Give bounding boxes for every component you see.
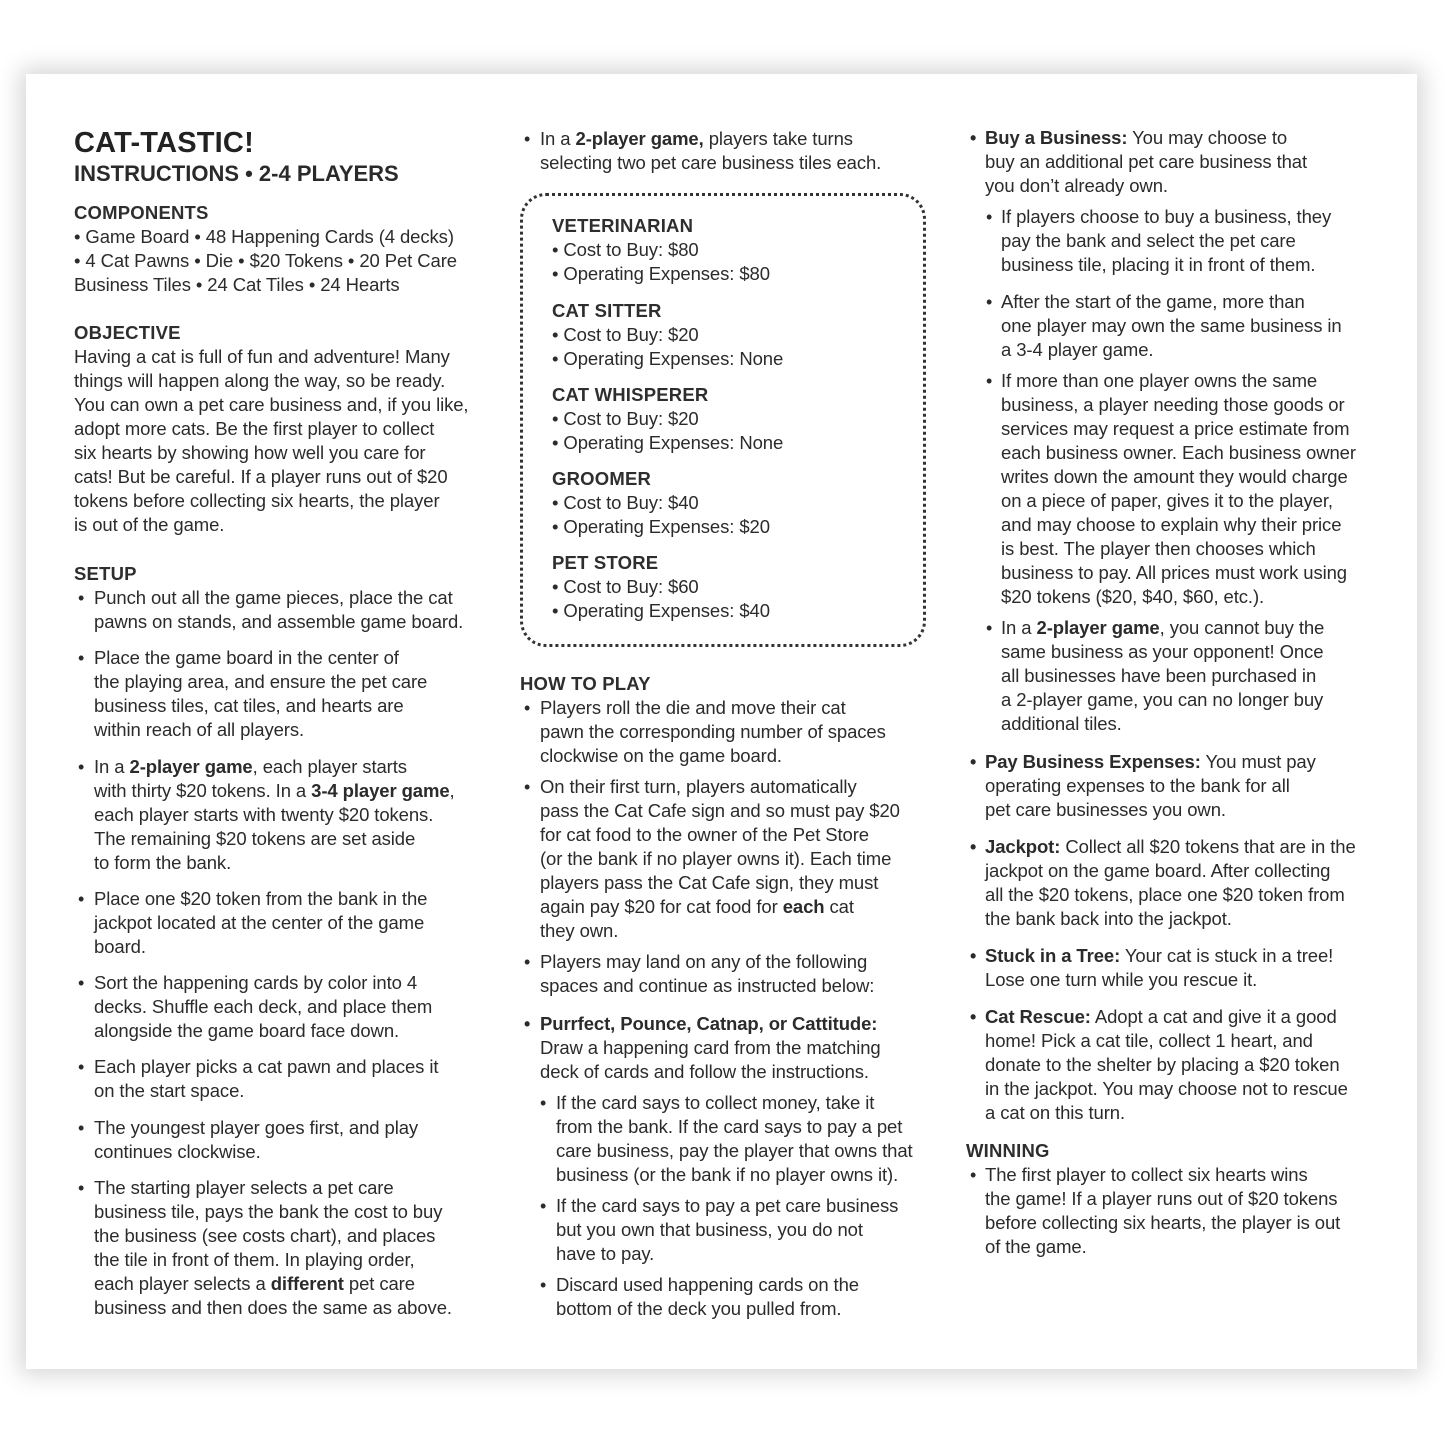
- business-expenses: • Operating Expenses: $40: [552, 600, 770, 621]
- bullet-icon: •: [986, 207, 993, 227]
- space-item-line: Buy a Business: You may choose to: [985, 127, 1288, 148]
- game-title: CAT-TASTIC!: [74, 127, 254, 159]
- space-item-line: a cat on this turn.: [985, 1102, 1126, 1123]
- setup-item-line: the playing area, and ensure the pet care: [94, 671, 428, 692]
- objective-line: things will happen along the way, so be ready.: [74, 370, 446, 391]
- objective-line: You can own a pet care business and, if you like,: [74, 394, 469, 415]
- bullet-icon: •: [540, 1196, 547, 1216]
- play-item-line: (or the bank if no player owns it). Each time: [540, 848, 892, 869]
- setup-item-line: with thirty $20 tokens. In a 3-4 player game,: [94, 780, 455, 801]
- space-item-line: the bank back into the jackpot.: [985, 908, 1232, 929]
- bullet-icon: •: [540, 1275, 547, 1295]
- setup-item-line: alongside the game board face down.: [94, 1020, 400, 1041]
- space-subitem-line: $20 tokens ($20, $40, $60, etc.).: [1001, 586, 1265, 607]
- play-item-line: pawn the corresponding number of spaces: [540, 721, 886, 742]
- objective-line: Having a cat is full of fun and adventure! Many: [74, 346, 450, 367]
- play-item-line: deck of cards and follow the instructions.: [540, 1061, 869, 1082]
- setup-item-line: the tile in front of them. In playing order,: [94, 1249, 415, 1270]
- components-heading: COMPONENTS: [74, 202, 209, 223]
- business-name: GROOMER: [552, 468, 652, 489]
- space-item-line: Jackpot: Collect all $20 tokens that are in the: [985, 836, 1356, 857]
- setup-item-line: business tile, pays the bank the cost to buy: [94, 1201, 443, 1222]
- space-item-line: Cat Rescue: Adopt a cat and give it a good: [985, 1006, 1337, 1027]
- objective-heading: OBJECTIVE: [74, 322, 181, 343]
- play-item-line: for cat food to the owner of the Pet Store: [540, 824, 869, 845]
- business-cost: • Cost to Buy: $20: [552, 324, 699, 345]
- business-name: VETERINARIAN: [552, 215, 694, 236]
- setup-item-line: Punch out all the game pieces, place the cat: [94, 587, 453, 608]
- setup-item-line: jackpot located at the center of the game: [94, 912, 425, 933]
- bullet-icon: •: [78, 757, 85, 777]
- space-subitem-line: business tile, placing it in front of them.: [1001, 254, 1316, 275]
- bullet-icon: •: [78, 973, 85, 993]
- setup-item-line: Place one $20 token from the bank in the: [94, 888, 428, 909]
- play-item-line: Players may land on any of the following: [540, 951, 868, 972]
- space-item-line: jackpot on the game board. After collecting: [985, 860, 1331, 881]
- setup-heading: SETUP: [74, 563, 137, 584]
- space-item-line: all the $20 tokens, place one $20 token from: [985, 884, 1345, 905]
- play-subitem-line: If the card says to collect money, take it: [556, 1092, 875, 1113]
- space-item-line: in the jackpot. You may choose not to rescue: [985, 1078, 1348, 1099]
- play-item-line: clockwise on the game board.: [540, 745, 782, 766]
- setup-item-line: board.: [94, 936, 146, 957]
- space-subitem-line: services may request a price estimate from: [1001, 418, 1350, 439]
- business-name: CAT WHISPERER: [552, 384, 709, 405]
- setup-item-line: each player selects a different pet care: [94, 1273, 415, 1294]
- setup-item-line: Place the game board in the center of: [94, 647, 399, 668]
- bullet-icon: •: [970, 837, 977, 857]
- setup-item-line: decks. Shuffle each deck, and place them: [94, 996, 433, 1017]
- play-subitem-line: Discard used happening cards on the: [556, 1274, 859, 1295]
- space-subitem-line: If more than one player owns the same: [1001, 370, 1318, 391]
- bullet-icon: •: [78, 648, 85, 668]
- bullet-icon: •: [524, 777, 531, 797]
- play-item-line: pass the Cat Cafe sign and so must pay $20: [540, 800, 900, 821]
- space-item-line: operating expenses to the bank for all: [985, 775, 1290, 796]
- setup-item-line: selecting two pet care business tiles each.: [540, 152, 882, 173]
- how-to-play-heading: HOW TO PLAY: [520, 673, 651, 694]
- bullet-icon: •: [970, 1007, 977, 1027]
- bullet-icon: •: [78, 588, 85, 608]
- setup-item-line: within reach of all players.: [94, 719, 305, 740]
- space-item-line: Pay Business Expenses: You must pay: [985, 751, 1316, 772]
- setup-item-line: on the start space.: [94, 1080, 245, 1101]
- play-item-line: players pass the Cat Cafe sign, they must: [540, 872, 879, 893]
- space-subitem-line: If players choose to buy a business, they: [1001, 206, 1332, 227]
- setup-item-line: The remaining $20 tokens are set aside: [94, 828, 416, 849]
- bullet-icon: •: [970, 1165, 977, 1185]
- setup-item-line: continues clockwise.: [94, 1141, 261, 1162]
- objective-line: adopt more cats. Be the first player to collect: [74, 418, 435, 439]
- space-subitem-line: is best. The player then chooses which: [1001, 538, 1316, 559]
- play-subitem-line: bottom of the deck you pulled from.: [556, 1298, 842, 1319]
- winning-line: the game! If a player runs out of $20 tokens: [985, 1188, 1338, 1209]
- play-item-line: they own.: [540, 920, 619, 941]
- components-line: Business Tiles • 24 Cat Tiles • 24 Hearts: [74, 274, 400, 295]
- play-subitem-line: but you own that business, you do not: [556, 1219, 863, 1240]
- space-item-line: home! Pick a cat tile, collect 1 heart, and: [985, 1030, 1313, 1051]
- winning-line: before collecting six hearts, the player is out: [985, 1212, 1341, 1233]
- bullet-icon: •: [970, 946, 977, 966]
- setup-item-line: the business (see costs chart), and places: [94, 1225, 436, 1246]
- business-cost: • Cost to Buy: $60: [552, 576, 699, 597]
- space-item-line: Stuck in a Tree: Your cat is stuck in a tree!: [985, 945, 1334, 966]
- setup-item-line: The youngest player goes first, and play: [94, 1117, 419, 1138]
- business-cost: • Cost to Buy: $80: [552, 239, 699, 260]
- space-subitem-line: same business as your opponent! Once: [1001, 641, 1324, 662]
- bullet-icon: •: [524, 952, 531, 972]
- setup-item-line: The starting player selects a pet care: [94, 1177, 394, 1198]
- space-subitem-line: a 3-4 player game.: [1001, 339, 1154, 360]
- space-subitem-line: writes down the amount they would charge: [1001, 466, 1348, 487]
- winning-line: The first player to collect six hearts wins: [985, 1164, 1308, 1185]
- bullet-icon: •: [78, 1118, 85, 1138]
- setup-item-line: to form the bank.: [94, 852, 232, 873]
- business-expenses: • Operating Expenses: None: [552, 348, 784, 369]
- space-subitem-line: business, a player needing those goods or: [1001, 394, 1345, 415]
- objective-line: is out of the game.: [74, 514, 225, 535]
- business-expenses: • Operating Expenses: $80: [552, 263, 770, 284]
- business-cost: • Cost to Buy: $20: [552, 408, 699, 429]
- bullet-icon: •: [986, 292, 993, 312]
- play-item-line: Draw a happening card from the matching: [540, 1037, 881, 1058]
- bullet-icon: •: [78, 1057, 85, 1077]
- space-subitem-line: After the start of the game, more than: [1001, 291, 1305, 312]
- winning-heading: WINNING: [966, 1140, 1050, 1161]
- space-subitem-line: and may choose to explain why their price: [1001, 514, 1342, 535]
- bullet-icon: •: [524, 129, 531, 149]
- space-item-line: you don’t already own.: [985, 175, 1168, 196]
- components-line: • Game Board • 48 Happening Cards (4 decks): [74, 226, 454, 247]
- play-item-line: On their first turn, players automatically: [540, 776, 857, 797]
- setup-item-line: each player starts with twenty $20 tokens.: [94, 804, 434, 825]
- space-subitem-line: In a 2-player game, you cannot buy the: [1001, 617, 1325, 638]
- objective-line: six hearts by showing how well you care for: [74, 442, 426, 463]
- setup-item-line: pawns on stands, and assemble game board.: [94, 611, 464, 632]
- instructions-subtitle: INSTRUCTIONS • 2-4 PLAYERS: [74, 161, 399, 186]
- space-subitem-line: one player may own the same business in: [1001, 315, 1342, 336]
- play-subitem-line: have to pay.: [556, 1243, 655, 1264]
- objective-line: tokens before collecting six hearts, the player: [74, 490, 440, 511]
- bullet-icon: •: [78, 1178, 85, 1198]
- business-name: CAT SITTER: [552, 300, 662, 321]
- space-item-line: buy an additional pet care business that: [985, 151, 1308, 172]
- play-item-line: Players roll the die and move their cat: [540, 697, 846, 718]
- components-line: • 4 Cat Pawns • Die • $20 Tokens • 20 Pet Care: [74, 250, 457, 271]
- play-item-line: spaces and continue as instructed below:: [540, 975, 875, 996]
- business-expenses: • Operating Expenses: None: [552, 432, 784, 453]
- business-expenses: • Operating Expenses: $20: [552, 516, 770, 537]
- space-subitem-line: pay the bank and select the pet care: [1001, 230, 1296, 251]
- setup-item-line: business and then does the same as above.: [94, 1297, 452, 1318]
- setup-item-line: business tiles, cat tiles, and hearts are: [94, 695, 404, 716]
- space-item-line: Lose one turn while you rescue it.: [985, 969, 1258, 990]
- play-subitem-line: care business, pay the player that owns that: [556, 1140, 913, 1161]
- play-subitem-line: business (or the bank if no player owns it).: [556, 1164, 899, 1185]
- bullet-icon: •: [970, 128, 977, 148]
- bullet-icon: •: [986, 618, 993, 638]
- bullet-icon: •: [540, 1093, 547, 1113]
- objective-line: cats! But be careful. If a player runs out of $20: [74, 466, 448, 487]
- play-item-line: Purrfect, Pounce, Catnap, or Cattitude:: [540, 1013, 878, 1034]
- play-subitem-line: If the card says to pay a pet care business: [556, 1195, 899, 1216]
- play-subitem-line: from the bank. If the card says to pay a pet: [556, 1116, 903, 1137]
- bullet-icon: •: [986, 371, 993, 391]
- bullet-icon: •: [970, 752, 977, 772]
- business-name: PET STORE: [552, 552, 659, 573]
- bullet-icon: •: [524, 698, 531, 718]
- space-item-line: donate to the shelter by placing a $20 token: [985, 1054, 1340, 1075]
- space-subitem-line: additional tiles.: [1001, 713, 1122, 734]
- setup-item-line: Each player picks a cat pawn and places it: [94, 1056, 439, 1077]
- setup-item-line: Sort the happening cards by color into 4: [94, 972, 418, 993]
- business-cost: • Cost to Buy: $40: [552, 492, 699, 513]
- bullet-icon: •: [78, 889, 85, 909]
- space-subitem-line: on a piece of paper, gives it to the player,: [1001, 490, 1333, 511]
- space-item-line: pet care businesses you own.: [985, 799, 1226, 820]
- bullet-icon: •: [524, 1014, 531, 1034]
- space-subitem-line: all businesses have been purchased in: [1001, 665, 1317, 686]
- setup-item-line: In a 2-player game, players take turns: [540, 128, 853, 149]
- winning-line: of the game.: [985, 1236, 1087, 1257]
- play-item-line: again pay $20 for cat food for each cat: [540, 896, 854, 917]
- space-subitem-line: a 2-player game, you can no longer buy: [1001, 689, 1324, 710]
- setup-item-line: In a 2-player game, each player starts: [94, 756, 407, 777]
- space-subitem-line: business to pay. All prices must work using: [1001, 562, 1347, 583]
- space-subitem-line: each business owner. Each business owner: [1001, 442, 1356, 463]
